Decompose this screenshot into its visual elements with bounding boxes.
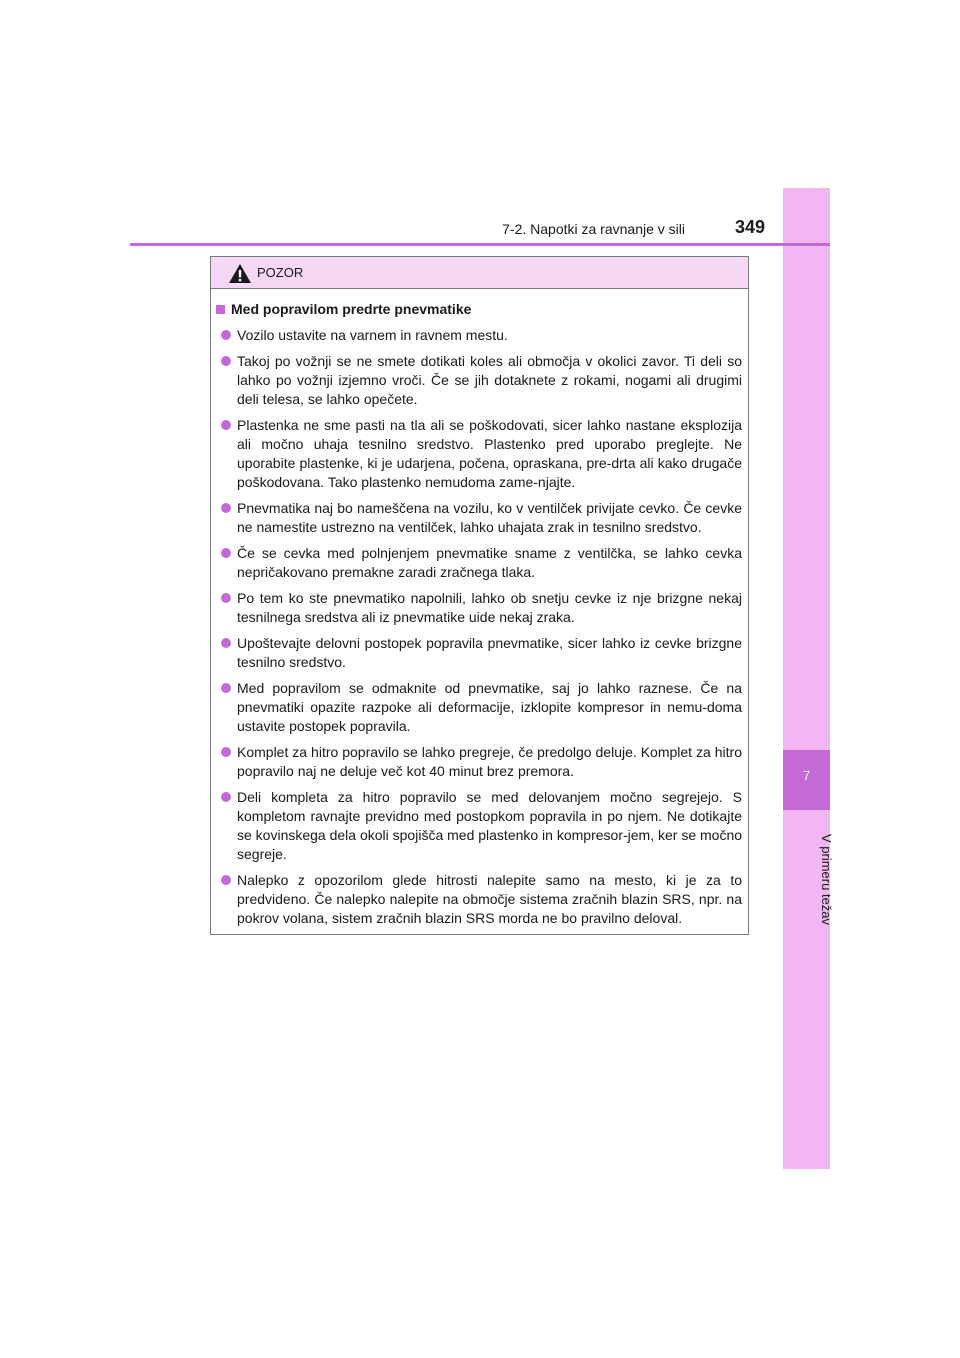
warning-bullet-text: Pnevmatika naj bo nameščena na vozilu, ko v ventilček privijate cevko. Če cevke ne namestite ustrezno na ventilček, lahko uhajata zrak in tesnilno sredstvo. [237,500,742,535]
warning-bullet-text: Po tem ko ste pnevmatiko napolnili, lahko ob snetju cevke iz nje brizgne nekaj tesnilnega sredstva ali iz pnevmatike uide nekaj zraka. [237,590,742,625]
warning-bullet-item [216,544,742,582]
warning-body [211,289,748,928]
warning-bullet-item [216,416,742,492]
warning-bullet-text: Če se cevka med polnjenjem pnevmatike sname z ventilčka, se lahko cevka nepričakovano premakne zaradi zračnega tlaka. [237,545,742,580]
warning-bullet-text: Deli kompleta za hitro popravilo se med delovanjem močno segrejejo. S kompletom ravnajte previdno med postopkom popravila in po njem. Ne dotikajte se kovinskega dela okoli spojišča med plastenko in kompresor-jem, ker se močno segreje. [237,789,743,862]
warning-bullet-text: Upoštevajte delovni postopek popravila pnevmatike, sicer lahko iz cevke brizgne tesnilno sredstvo. [237,635,742,670]
warning-bullet-text: Komplet za hitro popravilo se lahko pregreje, če predolgo deluje. Komplet za hitro popravilo naj ne deluje več kot 40 minut brez premora. [237,744,742,779]
warning-bullet-item [216,352,742,409]
warning-bullet-text: Nalepko z opozorilom glede hitrosti nalepite samo na mesto, ki je za to predvideno. Če nalepko nalepite na območje sistema zračnih blazin SRS, npr. na pokrov volana, sistem zračnih blazin SRS morda ne bo pravilno deloval. [237,872,742,926]
warning-bullet-list [216,326,742,928]
warning-bullet-item [216,679,742,736]
warning-title: POZOR [257,265,304,280]
warning-bullet-item [216,326,742,345]
chapter-number: 7 [802,768,811,783]
warning-bullet-text: Vozilo ustavite na varnem in ravnem mestu. [237,327,508,343]
round-bullet-icon [221,593,231,603]
warning-bullet-item [216,499,742,537]
warning-bullet-text: Takoj po vožnji se ne smete dotikati koles ali območja v okolici zavor. Ti deli so lahko po vožnji izjemno vroči. Če se jih dotaknete z rokami, nogami ali drugimi deli telesa, se lahko opečete. [237,353,742,407]
header-title: 7-2. Napotki za ravnanje v sili [502,221,685,237]
page-number: 349 [735,217,766,237]
round-bullet-icon [221,420,231,430]
round-bullet-icon [221,638,231,648]
header-divider [130,243,830,246]
round-bullet-icon [221,683,231,693]
warning-bullet-item [216,743,742,781]
round-bullet-icon [221,747,231,757]
warning-bullet-item [216,634,742,672]
section-heading [216,300,742,319]
round-bullet-icon [221,330,231,340]
warning-triangle-icon [228,263,252,284]
section-heading-text: Med popravilom predrte pnevmatike [231,301,472,317]
warning-box [210,256,749,935]
square-bullet-icon [216,305,225,314]
round-bullet-icon [221,792,231,802]
round-bullet-icon [221,875,231,885]
chapter-side-strip [783,188,830,1169]
chapter-label: V primeru težav [819,834,834,926]
warning-bullet-item [216,871,742,928]
warning-header [211,257,748,289]
warning-bullet-item [216,589,742,627]
round-bullet-icon [221,548,231,558]
round-bullet-icon [221,356,231,366]
round-bullet-icon [221,503,231,513]
warning-bullet-item [216,788,742,864]
warning-bullet-text: Med popravilom se odmaknite od pnevmatike, saj jo lahko raznese. Če na pnevmatiki opazite razpoke ali deformacije, izklopite kompresor in nemu-doma ustavite postopek popravila. [237,680,742,734]
warning-bullet-text: Plastenka ne sme pasti na tla ali se poškodovati, sicer lahko nastane eksplozija ali močno uhaja tesnilno sredstvo. Plastenko pred uporabo preglejte. Ne uporabite plastenke, ki je udarjena, počena, opraskana, pre-drta ali kako drugače poškodovana. Tako plastenko nemudoma zame-njajte. [237,417,742,490]
